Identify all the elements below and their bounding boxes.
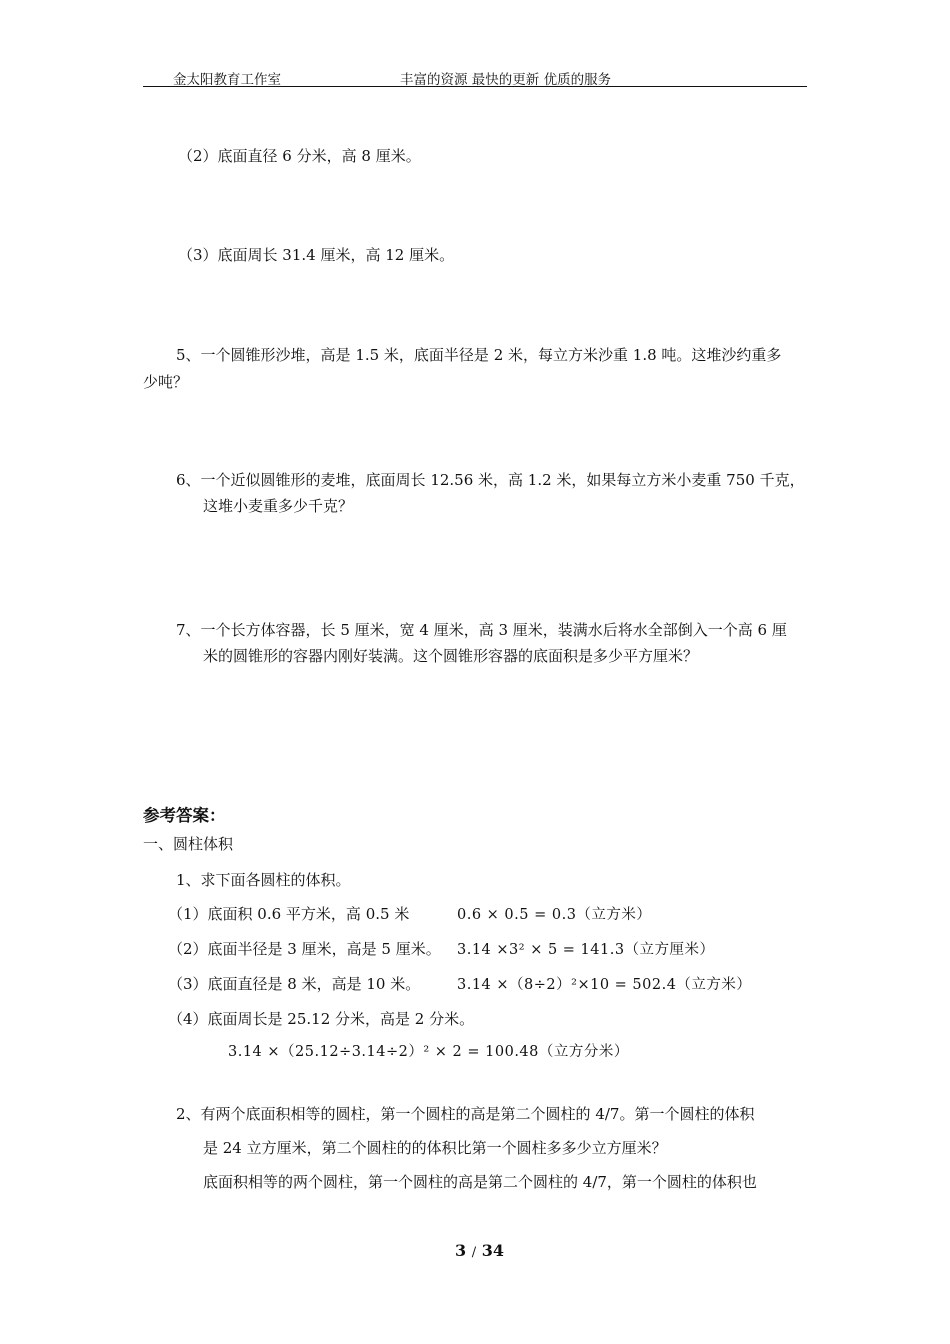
answers-item-2-line2: 是 24 立方厘米，第二个圆柱的的体积比第一个圆柱多多少立方厘米？ bbox=[203, 1139, 667, 1157]
answer-row-2-label: （2）底面半径是 3 厘米，高是 5 厘米。 bbox=[168, 940, 441, 958]
answer-row-1-formula: 0.6 × 0.5 = 0.3（立方米） bbox=[457, 907, 652, 923]
answer-row-1-label: （1）底面积 0.6 平方米，高 0.5 米 bbox=[168, 905, 410, 923]
question-7-line2: 米的圆锥形的容器内刚好装满。这个圆锥形容器的底面积是多少平方厘米？ bbox=[203, 647, 699, 665]
question-6-line2: 这堆小麦重多少千克？ bbox=[203, 497, 354, 515]
answers-title: 参考答案： bbox=[143, 806, 226, 825]
header-divider bbox=[143, 86, 807, 87]
question-4-3: （3）底面周长 31.4 厘米，高 12 厘米。 bbox=[178, 246, 455, 264]
page-number bbox=[455, 1241, 504, 1260]
page-separator: / bbox=[471, 1245, 477, 1260]
question-7-line1: 7、一个长方体容器，长 5 厘米，宽 4 厘米，高 3 厘米，装满水后将水全部倒入一个高 6 厘 bbox=[176, 621, 787, 639]
question-5-line2: 少吨？ bbox=[143, 373, 189, 391]
page-current: 3 bbox=[455, 1241, 467, 1260]
answers-item-2-line1: 2、有两个底面积相等的圆柱，第一个圆柱的高是第二个圆柱的 4/7。第一个圆柱的体积 bbox=[176, 1105, 755, 1123]
answer-row-4-formula: 3.14 ×（25.12÷3.14÷2）² × 2 = 100.48（立方分米） bbox=[228, 1044, 629, 1060]
answers-item-2-line3: 底面积相等的两个圆柱，第一个圆柱的高是第二个圆柱的 4/7，第一个圆柱的体积也 bbox=[203, 1173, 757, 1191]
answer-row-2-formula: 3.14 ×3² × 5 = 141.3（立方厘米） bbox=[457, 942, 715, 958]
header-left-text: 金太阳教育工作室 bbox=[173, 72, 281, 88]
answer-row-4-label: （4）底面周长是 25.12 分米，高是 2 分米。 bbox=[168, 1010, 475, 1028]
answers-section-1: 一、圆柱体积 bbox=[143, 835, 234, 853]
question-4-2: （2）底面直径 6 分米，高 8 厘米。 bbox=[178, 147, 421, 165]
answers-item-1-title: 1、求下面各圆柱的体积。 bbox=[176, 871, 351, 889]
question-6-line1: 6、一个近似圆锥形的麦堆，底面周长 12.56 米，高 1.2 米，如果每立方米小麦重 750 千克， bbox=[176, 471, 805, 489]
header-right-text: 丰富的资源 最快的更新 优质的服务 bbox=[400, 72, 612, 88]
answer-row-3-formula: 3.14 ×（8÷2）²×10 = 502.4（立方米） bbox=[457, 977, 752, 993]
answer-row-3-label: （3）底面直径是 8 米，高是 10 米。 bbox=[168, 975, 421, 993]
page-total: 34 bbox=[481, 1241, 504, 1260]
question-5-line1: 5、一个圆锥形沙堆，高是 1.5 米，底面半径是 2 米，每立方米沙重 1.8 吨。这堆沙约重多 bbox=[176, 346, 782, 364]
